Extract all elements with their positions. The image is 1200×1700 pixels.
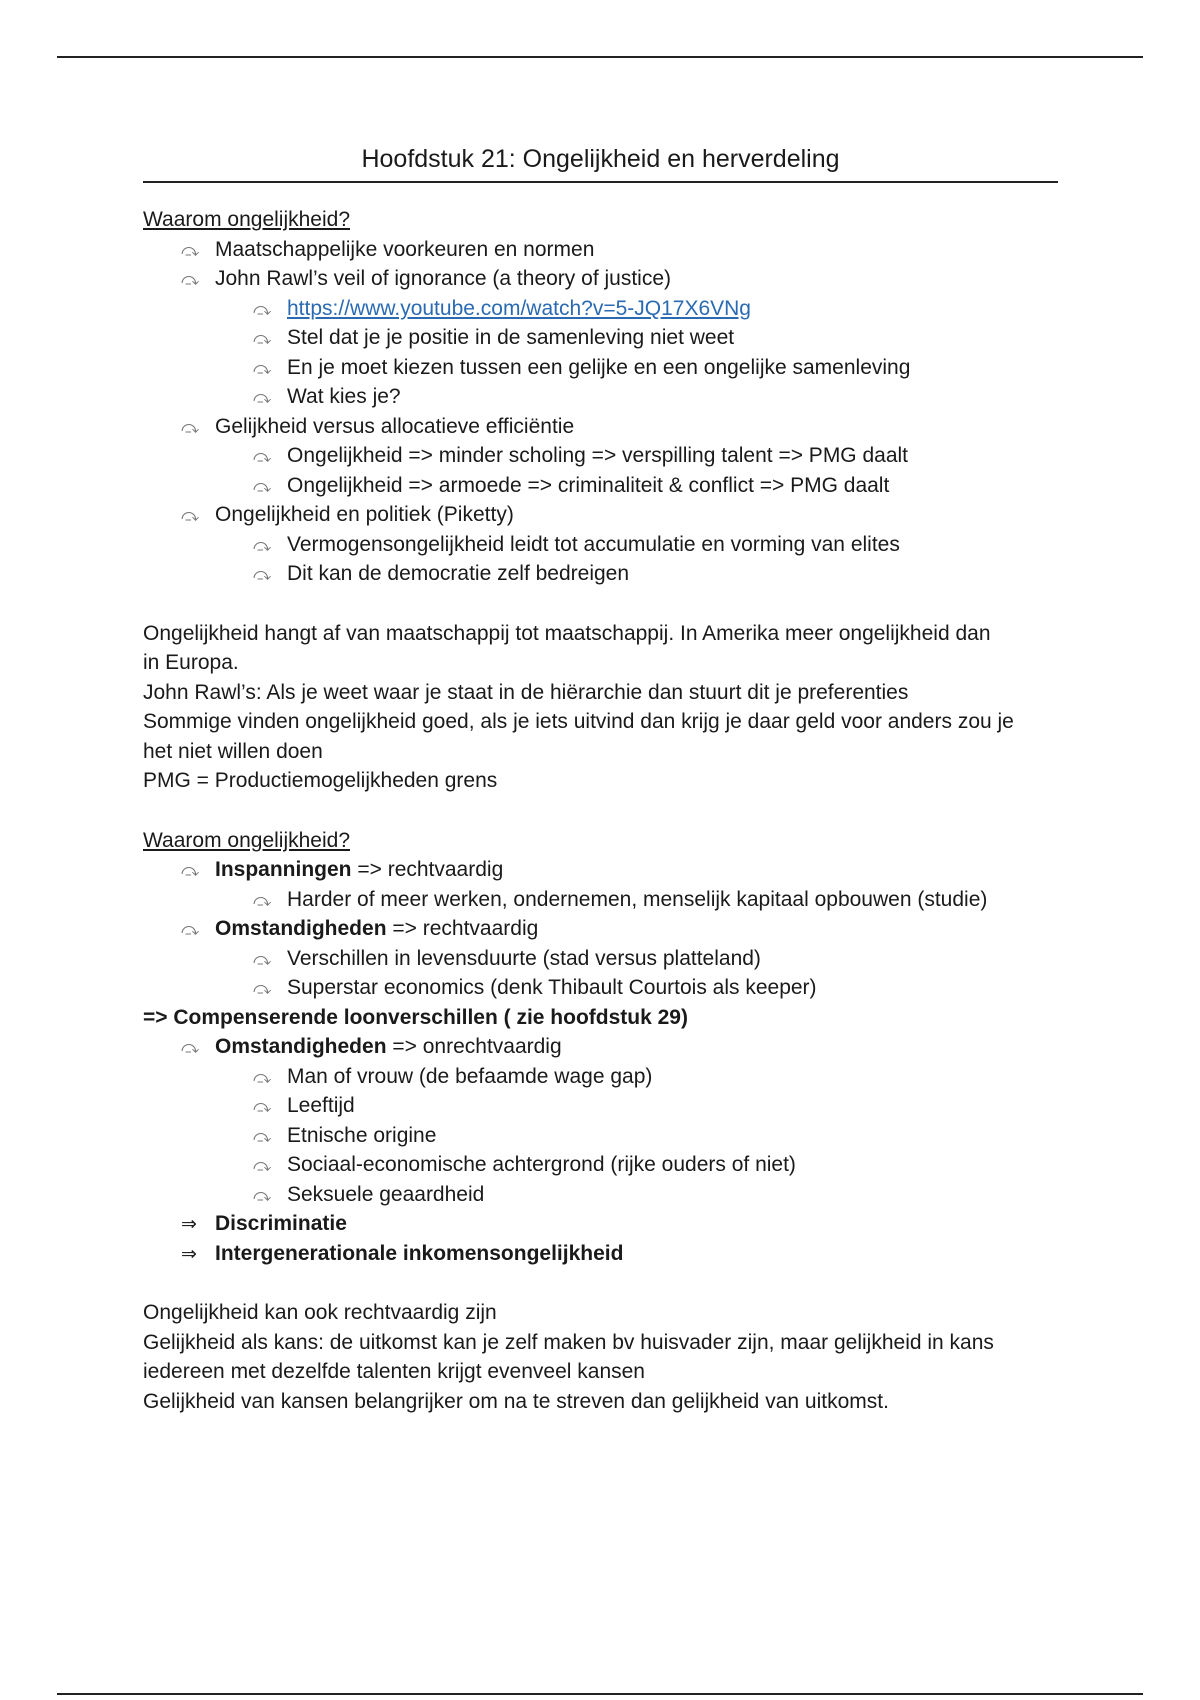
document-page [143,144,1058,1416]
list-item: ⤼ Ongelijkheid => armoede => criminaliteit & conflict => PMG daalt [143,471,1058,501]
text-line: Sommige vinden ongelijkheid goed, als je iets uitvind dan krijg je daar geld voor anders zou je [143,710,1014,733]
text-line: PMG = Productiemogelijkheden grens [143,769,498,792]
list-item: ⤼ Leeftijd [143,1091,1058,1121]
bullet-icon: ⤼ [253,979,272,998]
bullet-icon: ⤼ [253,1185,272,1205]
list-item: ⤼ Etnische origine [143,1121,1058,1151]
list-item: ⤼ Sociaal-economische achtergrond (rijke ouders of niet) [143,1150,1058,1180]
bullet-icon: ⤼ [253,1067,272,1087]
text-line: Gelijkheid als kans: de uitkomst kan je zelf maken bv huisvader zijn, maar gelijkheid in kans [143,1330,994,1354]
text-line: Ongelijkheid kan ook rechtvaardig zijn [143,1301,497,1324]
list-item: ⇒ Discriminatie [143,1209,1058,1239]
list-item: ⤼ Ongelijkheid => minder scholing => verspilling talent => PMG daalt [143,441,1058,471]
paragraph [143,1298,1058,1416]
section-heading: Waarom ongelijkheid? [143,208,350,231]
bullet-icon: ⤼ [253,949,272,969]
bullet-icon: ⤼ [181,920,200,939]
bullet-icon: ⤼ [253,1156,272,1175]
bullet-icon: ⤼ [253,358,272,378]
spacer [143,1268,1058,1298]
list-item: ⤼ Gelijkheid versus allocatieve efficiëntie [143,412,1058,442]
youtube-link[interactable]: https://www.youtube.com/watch?v=5-JQ17X6VNg [287,296,751,320]
spacer [143,796,1058,826]
text-line: John Rawl’s: Als je weet waar je staat in de hiërarchie dan stuurt dit je preferenties [143,680,909,704]
list-item: ⤼ Dit kan de democratie zelf bedreigen [143,559,1058,589]
bullet-icon: ⤼ [181,1038,200,1057]
top-rule [57,56,1143,58]
list-item: ⤼ Superstar economics (denk Thibault Courtois als keeper) [143,973,1058,1003]
list-item: ⇒ Intergenerationale inkomensongelijkheid [143,1239,1058,1269]
bullet-icon: ⤼ [253,329,272,348]
list-item: ⤼ John Rawl’s veil of ignorance (a theory of justice) [143,264,1058,294]
bullet-icon: ⤼ [253,447,272,466]
bullet-icon: ⤼ [253,476,272,496]
bullet-icon: ⤼ [181,270,200,289]
list-item: ⤼ Verschillen in levensduurte (stad versus platteland) [143,944,1058,974]
bullet-icon: ⤼ [253,535,272,555]
text-line: Ongelijkheid hangt af van maatschappij tot maatschappij. In Amerika meer ongelijkheid dan [143,621,991,645]
bullet-icon: ⤼ [181,240,200,260]
list-item: ⤼ Stel dat je je positie in de samenleving niet weet [143,323,1058,353]
list-item: ⤼ Ongelijkheid en politiek (Piketty) [143,500,1058,530]
bullet-icon: ⤼ [253,388,272,407]
list-item: ⤼ Man of vrouw (de befaamde wage gap) [143,1062,1058,1092]
bullet-icon: ⤼ [253,299,272,319]
list-item: ⤼ Seksuele geaardheid [143,1180,1058,1210]
list-item: ⤼ Vermogensongelijkheid leidt tot accumulatie en vorming van elites [143,530,1058,560]
bullet-icon: ⤼ [253,1097,272,1116]
bullet-icon: ⤼ [253,890,272,910]
text-line: Gelijkheid van kansen belangrijker om na te streven dan gelijkheid van uitkomst. [143,1389,889,1413]
list-item: ⤼ Inspanningen => rechtvaardig [143,855,1058,885]
section-heading: Waarom ongelijkheid? [143,828,350,852]
list-item [143,294,1058,324]
list-item: ⤼ En je moet kiezen tussen een gelijke en een ongelijke samenleving [143,353,1058,383]
arrow-right-icon: ⇒ [181,1243,197,1265]
page-title: Hoofdstuk 21: Ongelijkheid en herverdeling [143,144,1058,183]
list-item: ⤼ Maatschappelijke voorkeuren en normen [143,235,1058,265]
bullet-icon: ⤼ [181,506,200,525]
list-item: ⤼ Wat kies je? [143,382,1058,412]
text-line: iedereen met dezelfde talenten krijgt evenveel kansen [143,1360,645,1383]
bullet-icon: ⤼ [253,1126,272,1146]
spacer [143,589,1058,619]
list-item: ⤼ Omstandigheden => onrechtvaardig [143,1032,1058,1062]
text-line: in Europa. [143,651,239,674]
arrow-right-icon: ⇒ [181,1214,197,1235]
paragraph [143,619,1058,796]
bottom-rule [57,1693,1143,1695]
list-item: ⤼ Harder of meer werken, ondernemen, menselijk kapitaal opbouwen (studie) [143,885,1058,915]
bullet-icon: ⤼ [181,861,200,880]
text-line: het niet willen doen [143,739,323,763]
bullet-icon: ⤼ [253,565,272,584]
compensating-wages-note: => Compenserende loonverschillen ( zie hoofdstuk 29) [143,1005,688,1029]
list-item: ⤼ Omstandigheden => rechtvaardig [143,914,1058,944]
bullet-icon: ⤼ [181,417,200,437]
